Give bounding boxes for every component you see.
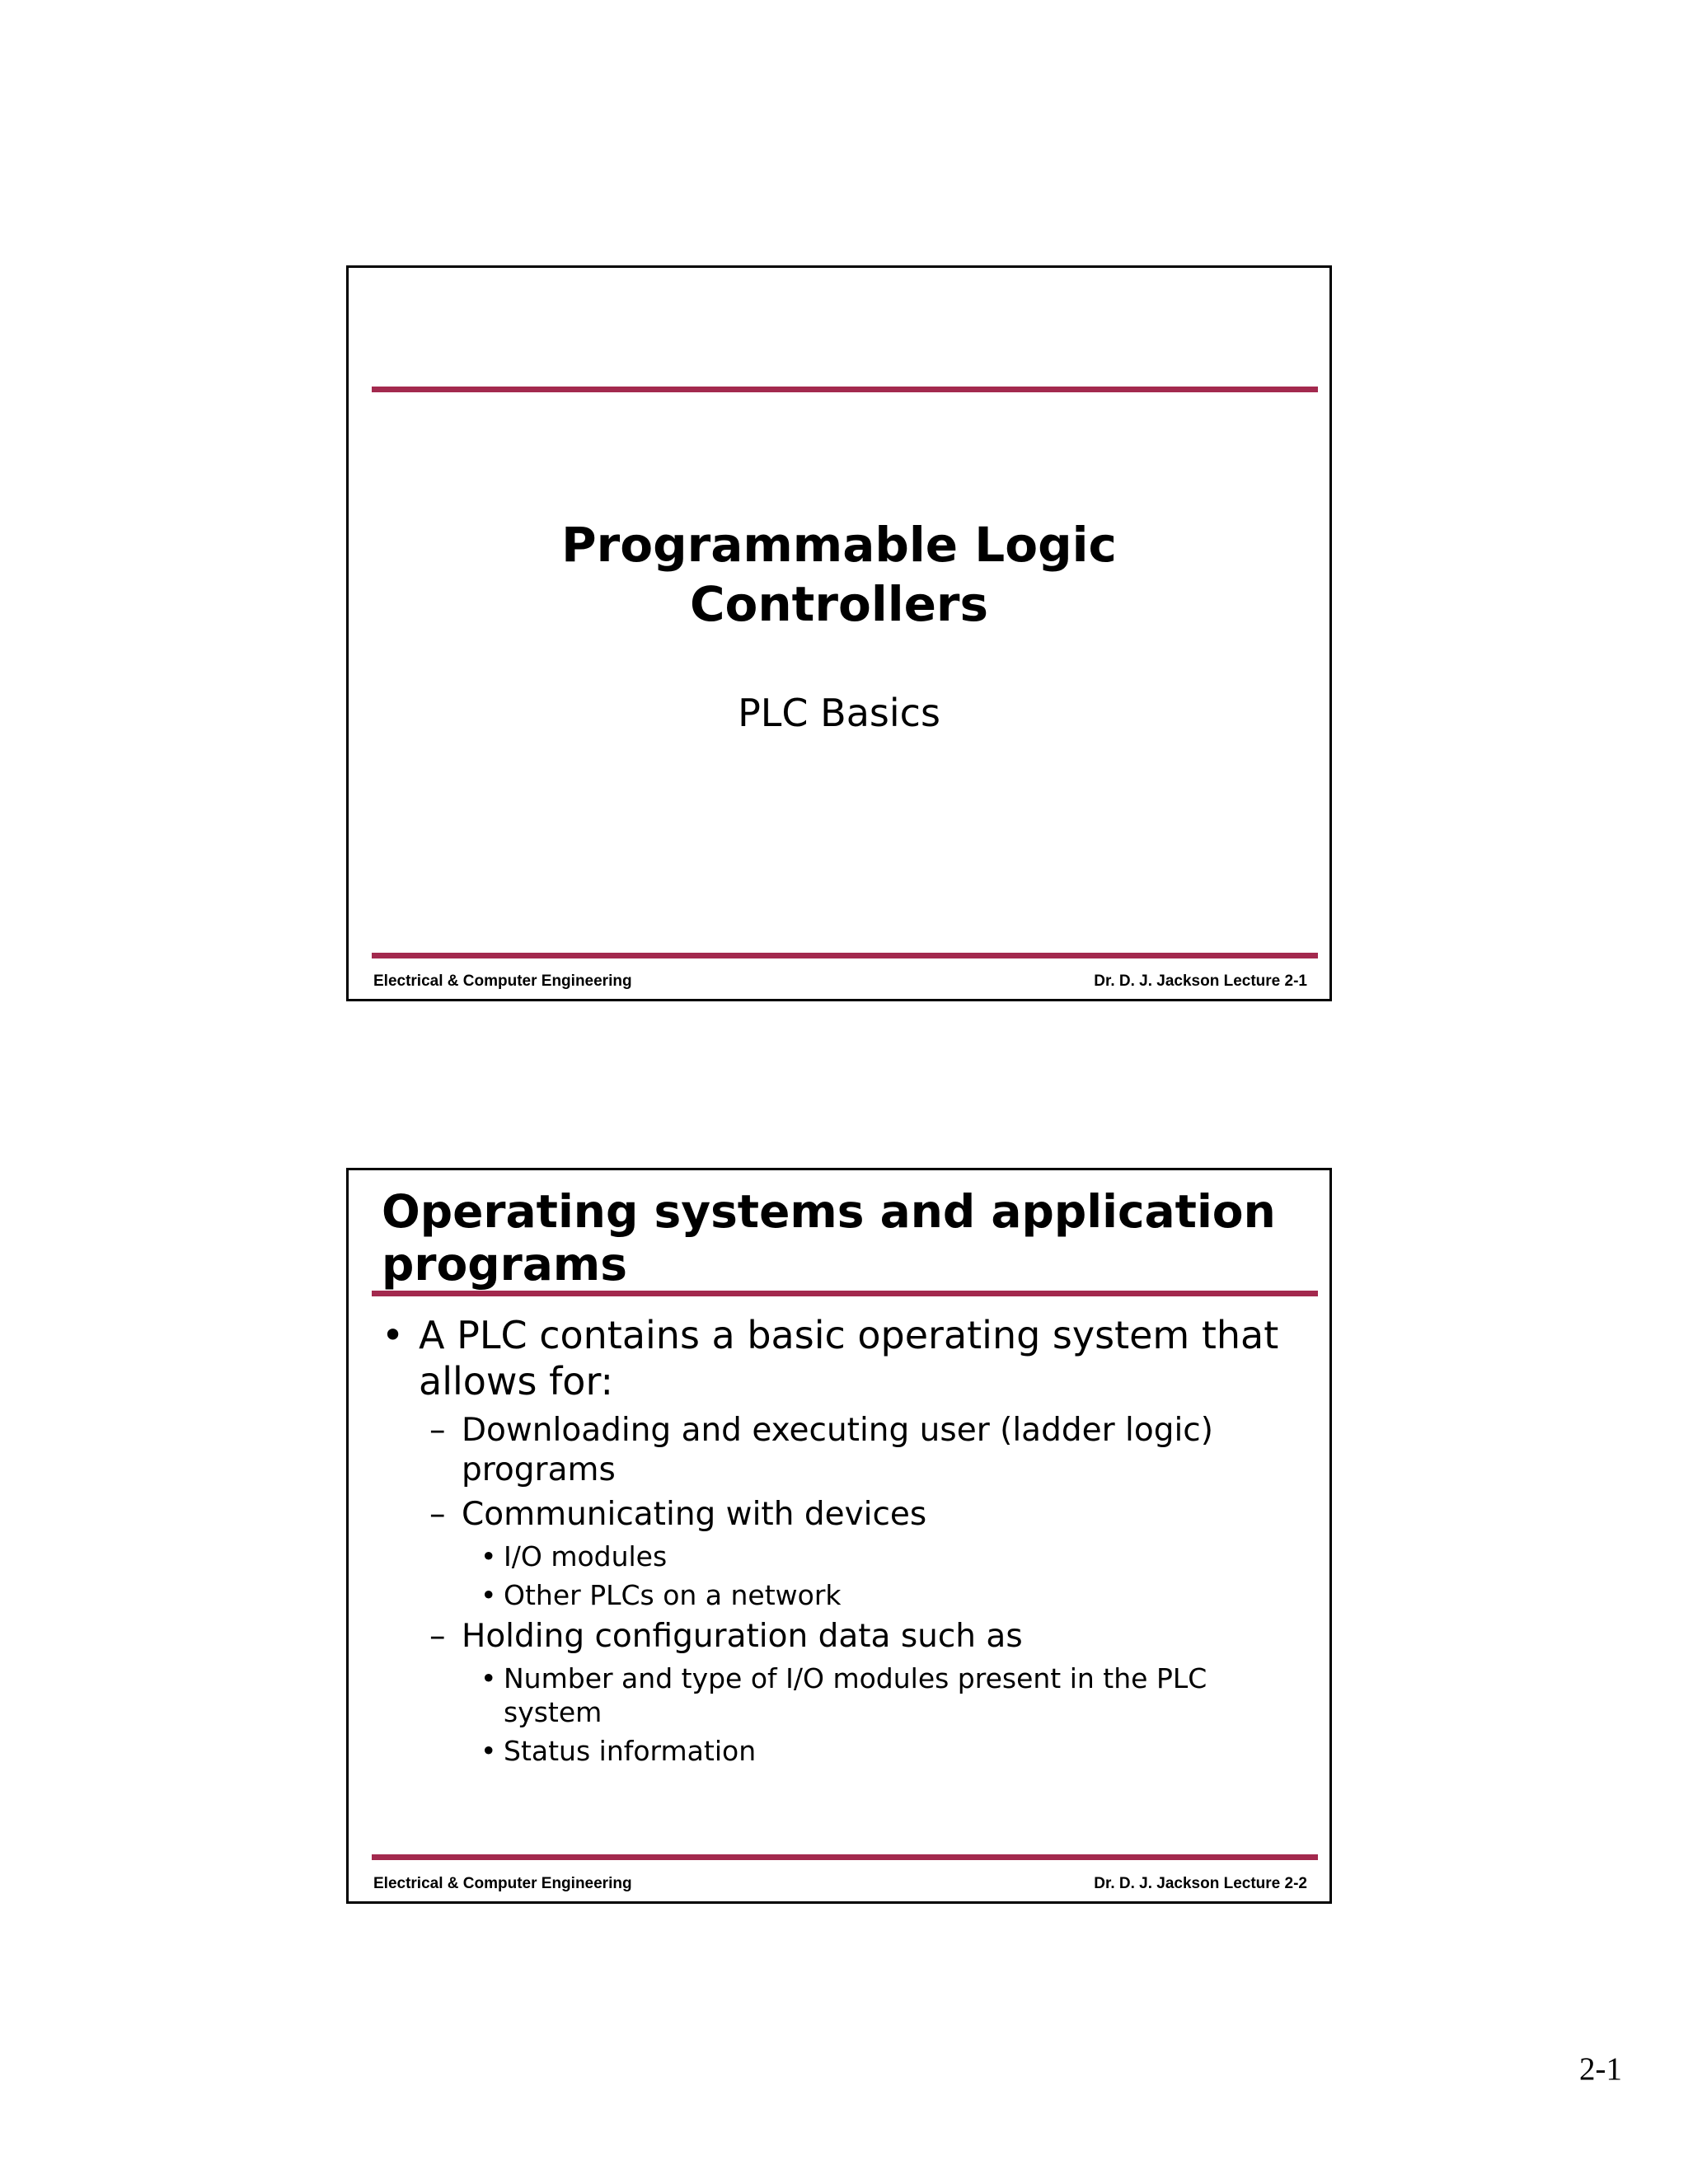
bullet-text: Status information: [504, 1735, 757, 1767]
bullet-text: Other PLCs on a network: [504, 1579, 842, 1611]
slide-2: [346, 1168, 1332, 1904]
list-item: [382, 1411, 1305, 1490]
slide-title: [382, 1185, 1305, 1291]
bullet-marker: •: [481, 1735, 497, 1767]
bullet-text: Holding configuration data such as: [462, 1618, 1023, 1655]
title-line: Operating systems and application: [382, 1185, 1276, 1238]
bullet-marker: –: [429, 1496, 446, 1533]
bullet-text: I/O modules: [504, 1540, 668, 1572]
footer-rule: [372, 1854, 1318, 1860]
footer-department: Electrical & Computer Engineering: [373, 1875, 632, 1892]
bullet-text: system: [504, 1696, 603, 1728]
list-item: [382, 1578, 1305, 1612]
footer-department: Electrical & Computer Engineering: [373, 972, 632, 990]
list-item: [382, 1312, 1305, 1404]
bullet-text: allows for:: [419, 1359, 614, 1404]
bullet-marker: •: [481, 1579, 497, 1611]
list-item: [382, 1495, 1305, 1535]
header-rule: [372, 387, 1318, 392]
bullet-marker: –: [429, 1618, 446, 1655]
bullet-marker: •: [481, 1662, 497, 1694]
bullet-marker: •: [382, 1313, 405, 1357]
slide-subtitle: PLC Basics: [738, 691, 940, 735]
title-line: Programmable Logic: [561, 517, 1117, 573]
list-item: [382, 1734, 1305, 1768]
footer-lecture: Dr. D. J. Jackson Lecture 2-2: [1094, 1875, 1307, 1892]
bullet-text: A PLC contains a basic operating system that: [419, 1313, 1279, 1357]
list-item: [382, 1617, 1305, 1657]
footer-rule: [372, 953, 1318, 958]
bullet-marker: •: [481, 1540, 497, 1572]
header-rule: [372, 1291, 1318, 1296]
bullet-list: [382, 1312, 1305, 1773]
list-item: [382, 1540, 1305, 1573]
bullet-text: Downloading and executing user (ladder logic): [462, 1412, 1213, 1449]
slide-title: [349, 515, 1329, 634]
list-item: [382, 1661, 1305, 1729]
slide-1: [346, 265, 1332, 1001]
bullet-text: programs: [462, 1451, 616, 1488]
title-line: Controllers: [689, 576, 989, 632]
footer-lecture: Dr. D. J. Jackson Lecture 2-1: [1094, 972, 1307, 990]
bullet-marker: –: [429, 1412, 446, 1449]
bullet-text: Number and type of I/O modules present in the PLC: [504, 1662, 1207, 1694]
page-number: 2-1: [1579, 2051, 1622, 2087]
bullet-text: Communicating with devices: [462, 1496, 927, 1533]
title-line: programs: [382, 1238, 627, 1291]
